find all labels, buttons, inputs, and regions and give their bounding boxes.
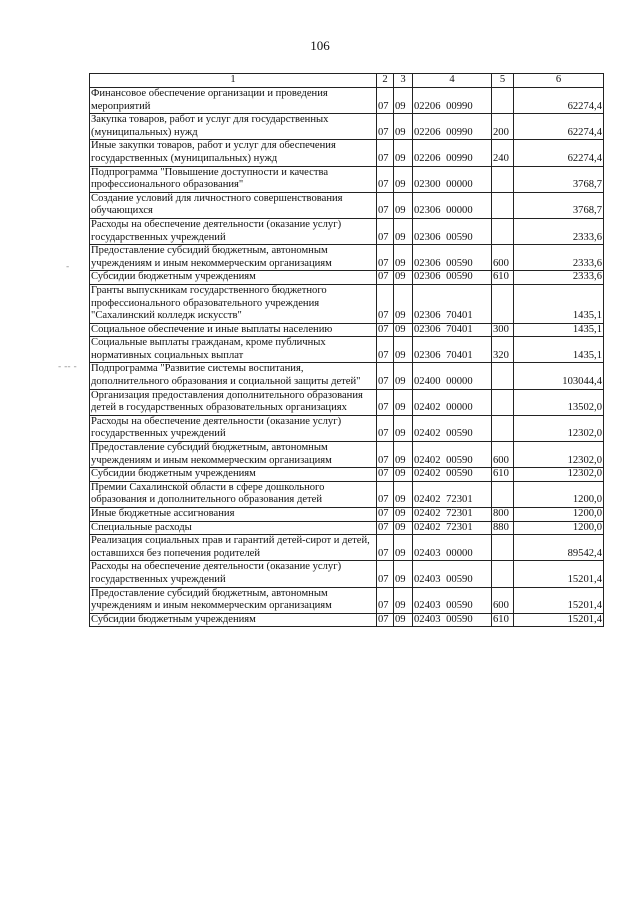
row-section-cell: 07 <box>377 508 394 522</box>
header-cell: 4 <box>413 74 492 88</box>
table-row <box>90 337 604 363</box>
row-section-cell: 07 <box>377 389 394 415</box>
header-cell: 5 <box>492 74 514 88</box>
row-expense-type-cell: 600 <box>492 587 514 613</box>
row-subsection-cell: 09 <box>394 114 413 140</box>
table-row <box>90 521 604 535</box>
header-cell: 3 <box>394 74 413 88</box>
row-section-cell: 07 <box>377 284 394 323</box>
row-amount-cell: 13502,0 <box>514 389 604 415</box>
row-expense-type-cell: 610 <box>492 613 514 627</box>
row-amount-cell: 1200,0 <box>514 481 604 507</box>
row-expense-type-cell: 240 <box>492 140 514 166</box>
row-target-article-cell: 02402 00590 <box>413 415 492 441</box>
table-row <box>90 245 604 271</box>
row-amount-cell: 103044,4 <box>514 363 604 389</box>
row-target-article-cell: 02306 70401 <box>413 284 492 323</box>
row-name-cell: Иные бюджетные ассигнования <box>90 508 377 522</box>
row-name-cell: Предоставление субсидий бюджетным, автономным учреждениям и иным некоммерческим организациям <box>90 587 377 613</box>
row-amount-cell: 15201,4 <box>514 561 604 587</box>
row-name-cell: Расходы на обеспечение деятельности (оказание услуг) государственных учреждений <box>90 415 377 441</box>
row-expense-type-cell <box>492 88 514 114</box>
row-name-cell: Реализация социальных прав и гарантий детей-сирот и детей, оставшихся без попечения родителей <box>90 535 377 561</box>
row-amount-cell: 1435,1 <box>514 284 604 323</box>
table-row <box>90 192 604 218</box>
row-expense-type-cell <box>492 284 514 323</box>
row-name-cell: Организация предоставления дополнительного образования детей в государственных образовательных организациях <box>90 389 377 415</box>
row-target-article-cell: 02206 00990 <box>413 114 492 140</box>
row-amount-cell: 12302,0 <box>514 468 604 482</box>
row-subsection-cell: 09 <box>394 481 413 507</box>
row-section-cell: 07 <box>377 166 394 192</box>
row-name-cell: Предоставление субсидий бюджетным, автономным учреждениям и иным некоммерческим организациям <box>90 245 377 271</box>
row-amount-cell: 1435,1 <box>514 323 604 337</box>
header-cell: 6 <box>514 74 604 88</box>
header-cell: 2 <box>377 74 394 88</box>
row-expense-type-cell: 600 <box>492 442 514 468</box>
row-section-cell: 07 <box>377 337 394 363</box>
row-amount-cell: 89542,4 <box>514 535 604 561</box>
row-section-cell: 07 <box>377 442 394 468</box>
row-expense-type-cell: 610 <box>492 271 514 285</box>
table-row <box>90 166 604 192</box>
row-amount-cell: 1200,0 <box>514 508 604 522</box>
table-row <box>90 442 604 468</box>
row-subsection-cell: 09 <box>394 561 413 587</box>
table-row <box>90 415 604 441</box>
row-target-article-cell: 02402 72301 <box>413 481 492 507</box>
row-subsection-cell: 09 <box>394 323 413 337</box>
row-target-article-cell: 02306 00590 <box>413 271 492 285</box>
row-target-article-cell: 02402 00000 <box>413 389 492 415</box>
row-amount-cell: 1200,0 <box>514 521 604 535</box>
row-target-article-cell: 02402 00590 <box>413 468 492 482</box>
row-section-cell: 07 <box>377 481 394 507</box>
row-subsection-cell: 09 <box>394 363 413 389</box>
row-name-cell: Социальное обеспечение и иные выплаты населению <box>90 323 377 337</box>
row-subsection-cell: 09 <box>394 521 413 535</box>
row-amount-cell: 1435,1 <box>514 337 604 363</box>
header-row <box>90 74 604 88</box>
row-target-article-cell: 02402 72301 <box>413 508 492 522</box>
budget-table <box>89 73 604 627</box>
row-name-cell: Гранты выпускникам государственного бюджетного профессионального образовательного учреждения "Сахалинский колледж искусств" <box>90 284 377 323</box>
row-target-article-cell: 02300 00000 <box>413 166 492 192</box>
row-target-article-cell: 02306 70401 <box>413 323 492 337</box>
row-section-cell: 07 <box>377 323 394 337</box>
row-name-cell: Расходы на обеспечение деятельности (оказание услуг) государственных учреждений <box>90 218 377 244</box>
row-expense-type-cell: 800 <box>492 508 514 522</box>
row-amount-cell: 2333,6 <box>514 271 604 285</box>
table-row <box>90 481 604 507</box>
row-expense-type-cell <box>492 415 514 441</box>
table-row <box>90 613 604 627</box>
row-target-article-cell: 02206 00990 <box>413 140 492 166</box>
table-row <box>90 140 604 166</box>
row-subsection-cell: 09 <box>394 442 413 468</box>
row-expense-type-cell: 320 <box>492 337 514 363</box>
row-expense-type-cell <box>492 192 514 218</box>
row-target-article-cell: 02306 00000 <box>413 192 492 218</box>
row-name-cell: Подпрограмма "Развитие системы воспитания, дополнительного образования и социальной защиты детей" <box>90 363 377 389</box>
row-subsection-cell: 09 <box>394 587 413 613</box>
row-name-cell: Создание условий для личностного совершенствования обучающихся <box>90 192 377 218</box>
row-target-article-cell: 02402 00590 <box>413 442 492 468</box>
row-section-cell: 07 <box>377 535 394 561</box>
row-amount-cell: 12302,0 <box>514 442 604 468</box>
table-row <box>90 587 604 613</box>
row-subsection-cell: 09 <box>394 508 413 522</box>
row-expense-type-cell: 880 <box>492 521 514 535</box>
row-target-article-cell: 02306 00590 <box>413 218 492 244</box>
row-expense-type-cell <box>492 535 514 561</box>
row-target-article-cell: 02403 00590 <box>413 587 492 613</box>
row-section-cell: 07 <box>377 245 394 271</box>
row-section-cell: 07 <box>377 271 394 285</box>
row-name-cell: Социальные выплаты гражданам, кроме публичных нормативных социальных выплат <box>90 337 377 363</box>
row-section-cell: 07 <box>377 192 394 218</box>
table-row <box>90 284 604 323</box>
row-subsection-cell: 09 <box>394 284 413 323</box>
row-amount-cell: 12302,0 <box>514 415 604 441</box>
row-subsection-cell: 09 <box>394 245 413 271</box>
table-row <box>90 323 604 337</box>
row-subsection-cell: 09 <box>394 192 413 218</box>
row-section-cell: 07 <box>377 613 394 627</box>
row-name-cell: Субсидии бюджетным учреждениям <box>90 468 377 482</box>
table-row <box>90 535 604 561</box>
row-name-cell: Иные закупки товаров, работ и услуг для обеспечения государственных (муниципальных) нужд <box>90 140 377 166</box>
table-row <box>90 561 604 587</box>
scan-artifact: - <box>66 262 70 272</box>
row-target-article-cell: 02400 00000 <box>413 363 492 389</box>
row-expense-type-cell <box>492 561 514 587</box>
table-row <box>90 88 604 114</box>
row-amount-cell: 3768,7 <box>514 192 604 218</box>
row-amount-cell: 2333,6 <box>514 218 604 244</box>
table-row <box>90 218 604 244</box>
table-row <box>90 363 604 389</box>
row-target-article-cell: 02403 00590 <box>413 561 492 587</box>
row-expense-type-cell <box>492 218 514 244</box>
row-expense-type-cell: 610 <box>492 468 514 482</box>
row-amount-cell: 62274,4 <box>514 114 604 140</box>
row-expense-type-cell: 200 <box>492 114 514 140</box>
scan-artifact: - -- - <box>58 362 77 372</box>
row-name-cell: Премии Сахалинской области в сфере дошкольного образования и дополнительного образования детей <box>90 481 377 507</box>
row-section-cell: 07 <box>377 521 394 535</box>
row-amount-cell: 15201,4 <box>514 587 604 613</box>
page-number: 106 <box>310 38 330 53</box>
row-expense-type-cell <box>492 481 514 507</box>
row-section-cell: 07 <box>377 88 394 114</box>
row-subsection-cell: 09 <box>394 389 413 415</box>
row-target-article-cell: 02403 00590 <box>413 613 492 627</box>
row-section-cell: 07 <box>377 218 394 244</box>
row-section-cell: 07 <box>377 114 394 140</box>
row-expense-type-cell: 300 <box>492 323 514 337</box>
row-expense-type-cell: 600 <box>492 245 514 271</box>
row-amount-cell: 2333,6 <box>514 245 604 271</box>
row-section-cell: 07 <box>377 561 394 587</box>
row-expense-type-cell <box>492 389 514 415</box>
row-section-cell: 07 <box>377 415 394 441</box>
row-section-cell: 07 <box>377 587 394 613</box>
row-target-article-cell: 02403 00000 <box>413 535 492 561</box>
row-section-cell: 07 <box>377 363 394 389</box>
table-row <box>90 508 604 522</box>
row-subsection-cell: 09 <box>394 535 413 561</box>
row-expense-type-cell <box>492 363 514 389</box>
row-name-cell: Закупка товаров, работ и услуг для государственных (муниципальных) нужд <box>90 114 377 140</box>
row-subsection-cell: 09 <box>394 468 413 482</box>
row-target-article-cell: 02306 00590 <box>413 245 492 271</box>
row-subsection-cell: 09 <box>394 271 413 285</box>
row-name-cell: Подпрограмма "Повышение доступности и качества профессионального образования" <box>90 166 377 192</box>
row-name-cell: Субсидии бюджетным учреждениям <box>90 271 377 285</box>
header-cell: 1 <box>90 74 377 88</box>
row-target-article-cell: 02306 70401 <box>413 337 492 363</box>
table-row <box>90 271 604 285</box>
row-expense-type-cell <box>492 166 514 192</box>
row-subsection-cell: 09 <box>394 337 413 363</box>
row-amount-cell: 62274,4 <box>514 88 604 114</box>
row-amount-cell: 15201,4 <box>514 613 604 627</box>
row-target-article-cell: 02402 72301 <box>413 521 492 535</box>
row-amount-cell: 62274,4 <box>514 140 604 166</box>
row-name-cell: Субсидии бюджетным учреждениям <box>90 613 377 627</box>
row-subsection-cell: 09 <box>394 415 413 441</box>
row-subsection-cell: 09 <box>394 88 413 114</box>
row-section-cell: 07 <box>377 140 394 166</box>
row-subsection-cell: 09 <box>394 218 413 244</box>
row-subsection-cell: 09 <box>394 140 413 166</box>
row-name-cell: Предоставление субсидий бюджетным, автономным учреждениям и иным некоммерческим организациям <box>90 442 377 468</box>
row-name-cell: Специальные расходы <box>90 521 377 535</box>
row-name-cell: Финансовое обеспечение организации и проведения мероприятий <box>90 88 377 114</box>
table-row <box>90 468 604 482</box>
table-row <box>90 389 604 415</box>
row-section-cell: 07 <box>377 468 394 482</box>
row-name-cell: Расходы на обеспечение деятельности (оказание услуг) государственных учреждений <box>90 561 377 587</box>
row-subsection-cell: 09 <box>394 613 413 627</box>
table-row <box>90 114 604 140</box>
row-subsection-cell: 09 <box>394 166 413 192</box>
row-target-article-cell: 02206 00990 <box>413 88 492 114</box>
row-amount-cell: 3768,7 <box>514 166 604 192</box>
